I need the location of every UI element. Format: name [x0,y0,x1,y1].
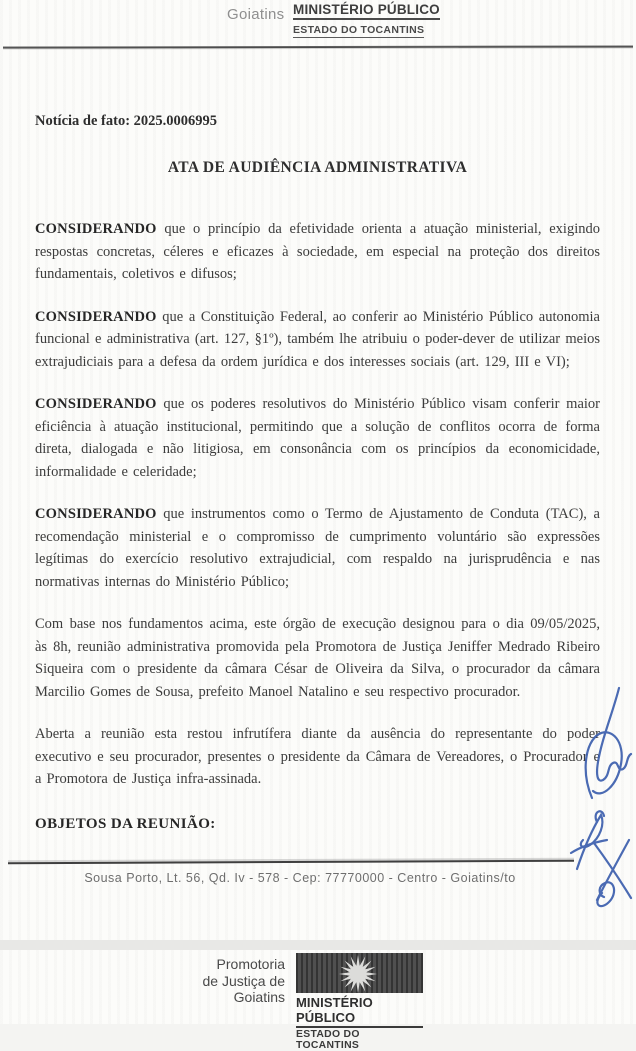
header-location: Goiatins [227,6,285,23]
paragraph-lead: CONSIDERANDO [35,221,157,237]
paragraph-text: que o princípio da efetividade orienta a atuação ministerial, exigindo respostas concretas, céleres e eficazes à sociedade, em especial na proteção dos direitos fundamentais, coletivos e difusos; [35,221,600,282]
document-body [35,110,600,835]
signature-rubric-1 [597,688,631,781]
mp-logo-emblem [296,953,423,993]
header-org-logo [293,1,440,38]
header-org-line2: ESTADO DO TOCANTINS [293,24,425,36]
paragraph-considerando-2 [35,306,600,374]
footer-rule [8,860,574,864]
top-rule [3,45,633,48]
signature-rubric-3-loop [597,882,614,906]
document-title: ATA DE AUDIÊNCIA ADMINISTRATIVA [167,158,468,176]
paragraph-lead: CONSIDERANDO [35,396,157,412]
mp-logo-line1: MINISTÉRIO PÚBLICO [296,995,423,1028]
signature-rubric-3-stroke2 [597,840,629,900]
paragraph-considerando-4 [35,503,600,593]
scan-band-divider [0,940,636,950]
section-heading-objetos: OBJETOS DA REUNIÃO: [35,815,216,832]
footer-address: Sousa Porto, Lt. 56, Qd. Iv - 578 - Cep: 77770000 - Centro - Goiatins/to [84,871,516,885]
office-line3: Goiatins [233,989,285,1005]
paragraph-lead: CONSIDERANDO [35,308,157,325]
paragraph-lead: CONSIDERANDO [35,506,157,522]
paragraph-text: Aberta a reunião esta restou infrutífera diante da ausência do representante do poder executivo e seu procurador, presentes o presidente da Câmara de Vereadores, o Procurador e a Promotora de Justiça infra-assinada. [35,726,600,787]
case-number-label: Notícia de fato: 2025.0006995 [35,113,218,129]
office-name [180,953,285,1051]
paragraph-text: que a Constituição Federal, ao conferir ao Ministério Público autonomia funcional e administrativa (art. 127, §1º), também lhe atribuiu o poder-dever de utilizar meios extrajudiciais para a defesa da ordem jurídica e dos interesses sociais (art. 129, III e VI); [35,308,600,370]
mp-logo-line2: ESTADO DO TOCANTINS [296,1029,360,1051]
bottom-letterhead [180,953,423,1051]
paragraph-meeting-result [35,723,600,791]
mp-logo-block [296,953,423,1051]
office-line2: de Justiça de [202,972,285,989]
signature-rubric-2-cross [571,840,607,853]
header-org-line1: MINISTÉRIO PÚBLICO [293,2,440,20]
paragraph-designation [35,613,600,703]
paragraph-considerando-1 [35,218,600,286]
paragraph-considerando-3 [35,393,600,483]
paragraph-text: que instrumentos como o Termo de Ajustamento de Conduta (TAC), a recomendação ministerial e o compromisso de cumprimento voluntário são expressões legítimas do exercício resolutivo extrajudicial, com respaldo na jurisprudência e nas normativas internas do Ministério Público; [35,506,600,590]
paragraph-text: que os poderes resolutivos do Ministério Público visam conferir maior eficiência à atuação institucional, permitindo que a solução de conflitos ocorra de forma direta, dialogada e não litigiosa, em consonância com os princípios da economicidade, informalidade e celeridade; [35,396,600,480]
office-line1: Promotoria [216,956,285,972]
paragraph-text: Com base nos fundamentos acima, este órgão de execução designou para o dia 09/05/2025, às 8h, reunião administrativa promovida pela Promotora de Justiça Jeniffer Medrado Ribeiro Siqueira com o presidente da câmara César de Oliveira da Silva, o procurador da câmara Marcilio Gomes de Sousa, prefeito Manoel Natalino e seu respectivo procurador. [35,616,600,700]
starburst-icon [296,953,423,993]
